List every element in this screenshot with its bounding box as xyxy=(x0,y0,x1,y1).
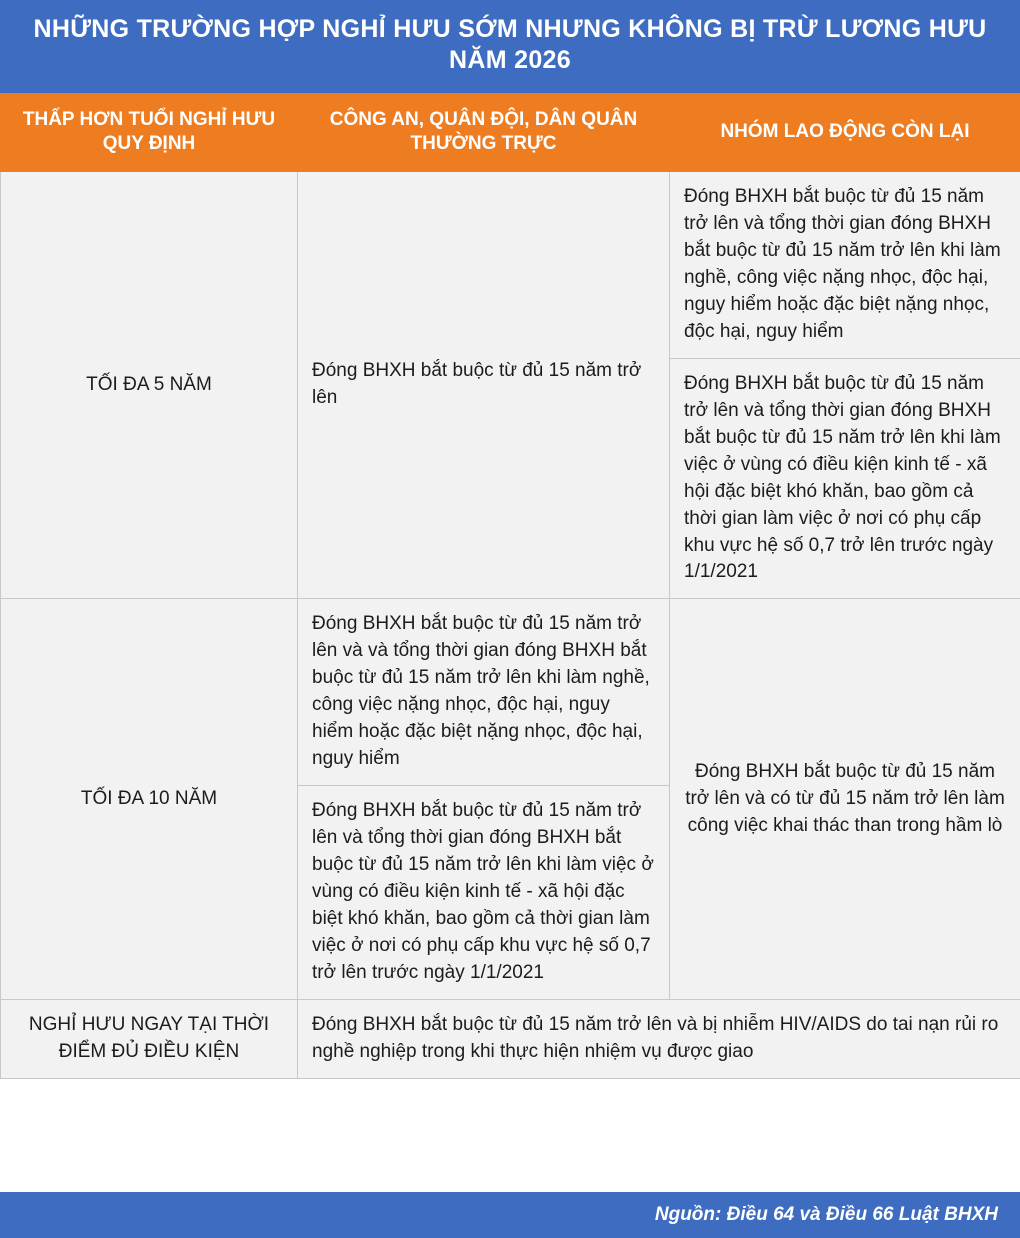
table-header-row xyxy=(1,93,1020,171)
cell-other-max5 xyxy=(670,171,1020,599)
cell-military-max10 xyxy=(298,599,670,1000)
column-header-age: THẤP HƠN TUỔI NGHỈ HƯU QUY ĐỊNH xyxy=(1,93,298,171)
column-header-other-workers: NHÓM LAO ĐỘNG CÒN LẠI xyxy=(670,93,1020,171)
cell-military-max5: Đóng BHXH bắt buộc từ đủ 15 năm trở lên xyxy=(298,171,670,599)
cell-other-max5-item-2: Đóng BHXH bắt buộc từ đủ 15 năm trở lên và tổng thời gian đóng BHXH bắt buộc từ đủ 15 năm trở lên khi làm việc ở vùng có điều kiện kinh tế - xã hội đặc biệt khó khăn, bao gồm cả thời gian làm việc ở nơi có phụ cấp khu vực hệ số 0,7 trở lên trước ngày 1/1/2021 xyxy=(670,358,1020,599)
cell-other-max5-item-1: Đóng BHXH bắt buộc từ đủ 15 năm trở lên và tổng thời gian đóng BHXH bắt buộc từ đủ 15 năm trở lên khi làm nghề, công việc nặng nhọc, độc hại, nguy hiểm hoặc đặc biệt nặng nhọc, độc hại, nguy hiểm xyxy=(684,185,1001,342)
retirement-rules-table xyxy=(0,93,1020,1079)
cell-military-max10-item-1: Đóng BHXH bắt buộc từ đủ 15 năm trở lên và và tổng thời gian đóng BHXH bắt buộc từ đủ 15 năm trở lên khi làm nghề, công việc nặng nhọc, độc hại, nguy hiểm hoặc đặc biệt nặng nhọc, độc hại, nguy hiểm xyxy=(312,613,650,770)
cell-other-max10: Đóng BHXH bắt buộc từ đủ 15 năm trở lên và có từ đủ 15 năm trở lên làm công việc khai thác than trong hầm lò xyxy=(670,599,1020,1000)
row-label-max-5-years: TỐI ĐA 5 NĂM xyxy=(1,171,298,599)
table-row xyxy=(1,171,1020,599)
source-note: Nguồn: Điều 64 và Điều 66 Luật BHXH xyxy=(0,1192,1020,1238)
page-title: NHỮNG TRƯỜNG HỢP NGHỈ HƯU SỚM NHƯNG KHÔNG BỊ TRỪ LƯƠNG HƯU NĂM 2026 xyxy=(0,0,1020,93)
table-row xyxy=(1,1000,1020,1079)
row-label-max-10-years: TỐI ĐA 10 NĂM xyxy=(1,599,298,1000)
table-row xyxy=(1,599,1020,1000)
cell-hiv-condition: Đóng BHXH bắt buộc từ đủ 15 năm trở lên và bị nhiễm HIV/AIDS do tai nạn rủi ro nghề nghiệp trong khi thực hiện nhiệm vụ được giao xyxy=(298,1000,1020,1079)
row-label-immediate-retirement: NGHỈ HƯU NGAY TẠI THỜI ĐIỂM ĐỦ ĐIỀU KIỆN xyxy=(1,1000,298,1079)
cell-military-max10-item-2: Đóng BHXH bắt buộc từ đủ 15 năm trở lên và tổng thời gian đóng BHXH bắt buộc từ đủ 15 năm trở lên khi làm việc ở vùng có điều kiện kinh tế - xã hội đặc biệt khó khăn, bao gồm cả thời gian làm việc ở nơi có phụ cấp khu vực hệ số 0,7 trở lên trước ngày 1/1/2021 xyxy=(298,785,669,999)
column-header-military: CÔNG AN, QUÂN ĐỘI, DÂN QUÂN THƯỜNG TRỰC xyxy=(298,93,670,171)
